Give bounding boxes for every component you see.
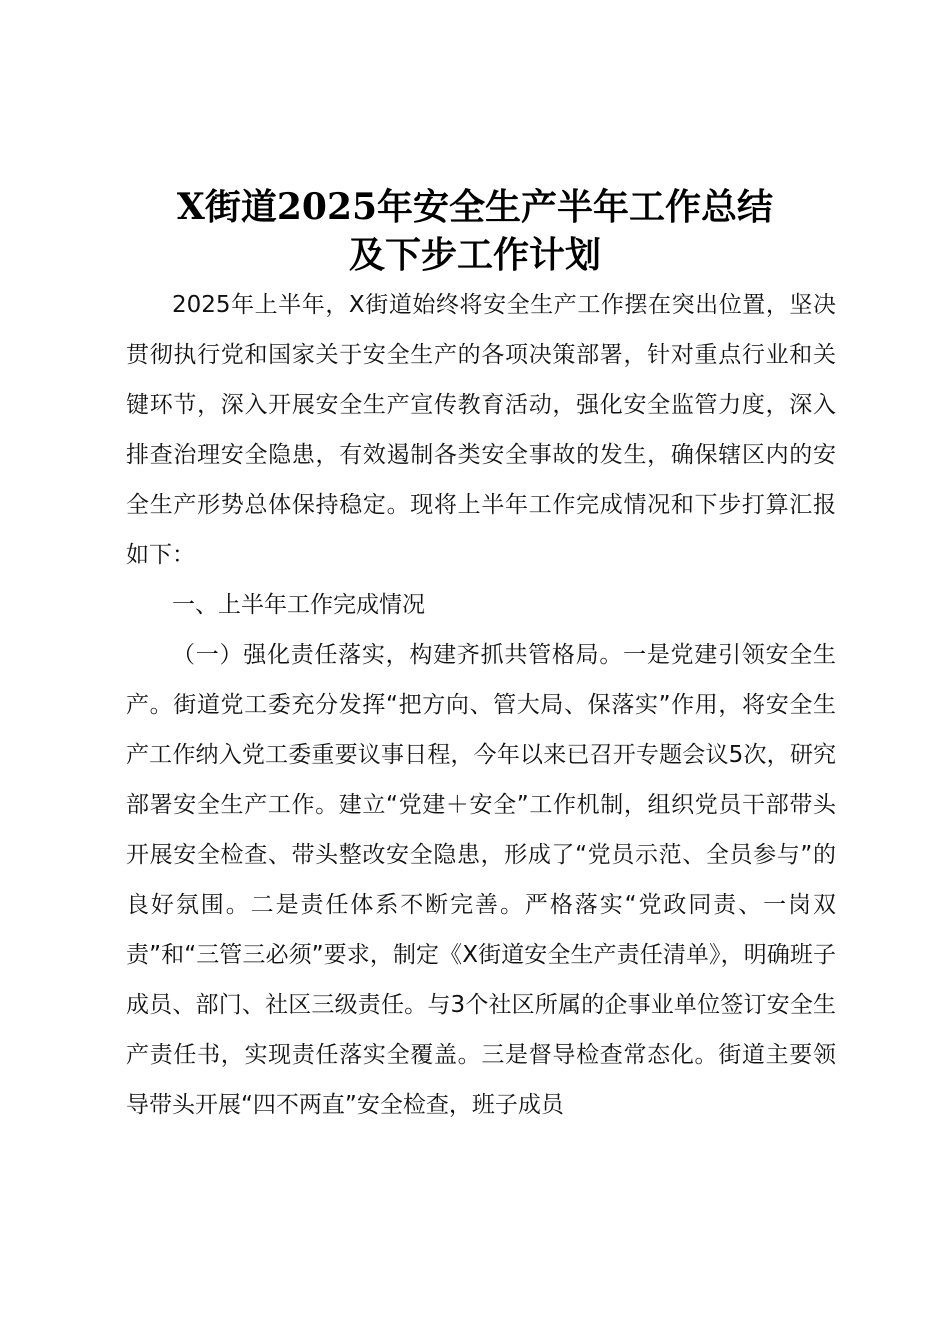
title-line-1: X街道2025年安全生产半年工作总结 (176, 186, 774, 228)
intro-paragraph: 2025年上半年，X街道始终将安全生产工作摆在突出位置，坚决贯彻执行党和国家关于安全生产的各项决策部署，针对重点行业和关键环节，深入开展安全生产宣传教育活动，强化安全监管力度，深入排查治理安全隐患，有效遏制各类安全事故的发生，确保辖区内的安全生产形势总体保持稳定。现将上半年工作完成情况和下步打算汇报如下： (126, 292, 836, 568)
subsection-paragraph-1: （一）强化责任落实，构建齐抓共管格局。一是党建引领安全生产。街道党工委充分发挥“把方向、管大局、保落实”作用，将安全生产工作纳入党工委重要议事日程，今年以来已召开专题会议5次，研究部署安全生产工作。建立“党建＋安全”工作机制，组织党员干部带头开展安全检查、带头整改安全隐患，形成了“党员示范、全员参与”的良好氛围。二是责任体系不断完善。严格落实“党政同责、一岗双责”和“三管三必须”要求，制定《X街道安全生产责任清单》，明确班子成员、部门、社区三级责任。与3个社区所属的企事业单位签订安全生产责任书，实现责任落实全覆盖。三是督导检查常态化。街道主要领导带头开展“四不两直”安全检查，班子成员 (126, 642, 836, 1118)
title-line-2: 及下步工作计划 (348, 234, 601, 276)
document-title (0, 183, 950, 279)
section-heading-1: 一、上半年工作完成情况 (172, 592, 425, 618)
document-body (126, 280, 836, 1130)
